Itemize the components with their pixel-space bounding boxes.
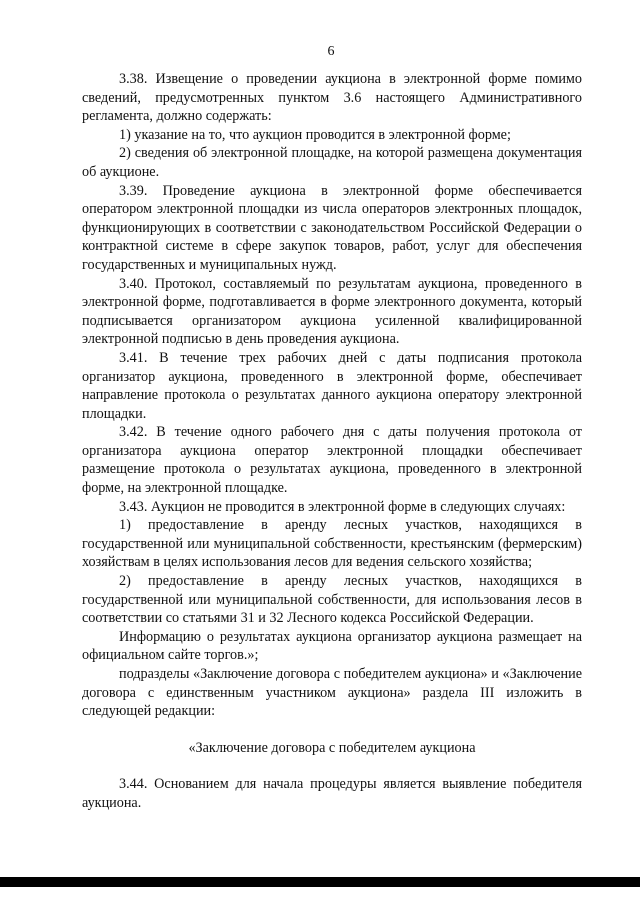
paragraph-3-42: 3.42. В течение одного рабочего дня с даты получения протокола от организатора аукциона оператор электронной площадки обеспечивает размещение протокола о результатах аукциона, проведенного в электронной форме, на электронной площадке. [82,424,582,497]
paragraph-subsections: подразделы «Заключение договора с победителем аукциона» и «Заключение договора с единственным участником аукциона» раздела III изложить в следующей редакции: [82,666,582,720]
paragraph-3-44: 3.44. Основанием для начала процедуры является выявление победителя аукциона. [82,776,582,811]
list-item-2-lease-forest: 2) предоставление в аренду лесных участков, находящихся в государственной или муниципальной собственности, для использования лесов в соответствии со статьями 31 и 32 Лесного кодекса Российской Федерации. [82,573,582,627]
list-item-2: 2) сведения об электронной площадке, на которой размещена документация об аукционе. [82,145,582,180]
paragraph-3-43: 3.43. Аукцион не проводится в электронной форме в следующих случаях: [119,498,566,515]
list-item-1-lease-farm: 1) предоставление в аренду лесных участков, находящихся в государственной или муниципальной собственности, крестьянским (фермерским) хозяйствам в целях использования лесов для ведения сельского хозяйства; [82,517,582,571]
paragraph-auction-results-info: Информацию о результатах аукциона организатор аукциона размещает на официальном сайте торгов.»; [82,628,582,664]
paragraph-3-39: 3.39. Проведение аукциона в электронной форме обеспечивается оператором электронной площадки из числа операторов электронных площадок, функционирующих в соответствии с законодательством Российской Федерации о контрактной системе в сфере закупок товаров, работ, услуг для обеспечения государственных и муниципальных нужд. [82,182,582,273]
scan-bottom-border [0,877,640,887]
paragraph-3-40: 3.40. Протокол, составляемый по результатам аукциона, проведенного в электронной форме, подготавливается в форме электронного документа, который подписывается организатором аукциона усиленной квалифицированной электронной подписью в день проведения аукциона. [82,275,582,348]
paragraph-3-38: 3.38. Извещение о проведении аукциона в электронной форме помимо сведений, предусмотренных пунктом 3.6 настоящего Административного регламента, должно содержать: [82,71,582,125]
paragraph-3-41: 3.41. В течение трех рабочих дней с даты подписания протокола организатор аукциона, проведенного в электронной форме, обеспечивает направление протокола о результатах данного аукциона оператору электронной площадки. [82,349,582,422]
list-item-1: 1) указание на то, что аукцион проводится в электронной форме; [119,126,511,143]
page-number: 6 [327,44,335,59]
section-heading: «Заключение договора с победителем аукциона [188,739,476,756]
document-body [82,70,582,813]
